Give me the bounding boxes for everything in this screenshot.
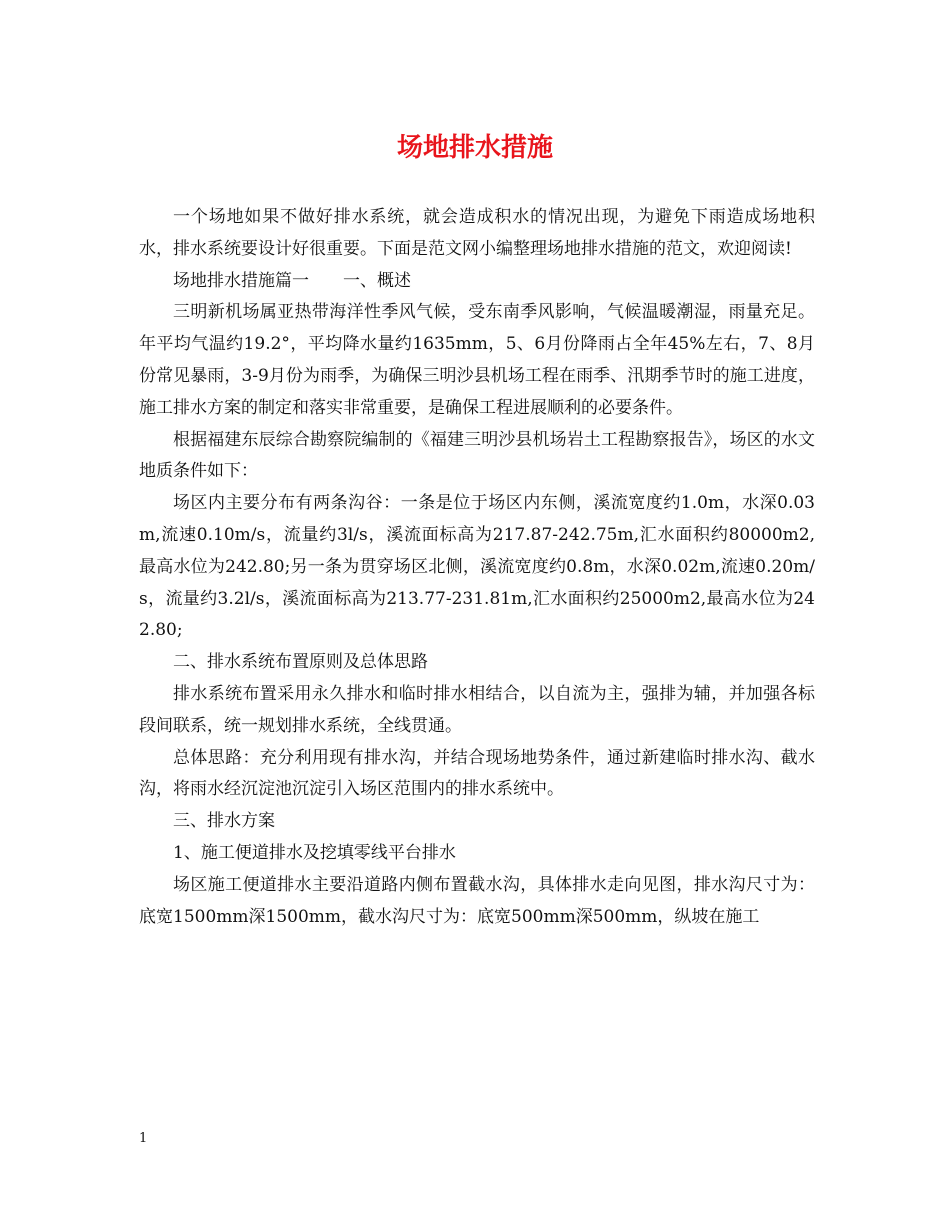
paragraph-survey-report: 根据福建东辰综合勘察院编制的《福建三明沙县机场岩土工程勘察报告》，场区的水文地质条件如下： [139,429,815,482]
paragraph-section-heading: 场地排水措施篇一 一、概述 [173,270,411,291]
paragraph-heading-road-drainage: 1、施工便道排水及挖填零线平台排水 [173,842,456,863]
page-title: 场地排水措施 [396,133,553,163]
paragraph-heading-principles: 二、排水系统布置原则及总体思路 [173,652,428,673]
paragraph-road-drainage: 场区施工便道排水主要沿道路内侧布置截水沟，具体排水走向见图，排水沟尺寸为：底宽1500mm深1500mm，截水沟尺寸为：底宽500mm深500mm，纵坡在施工 [139,874,815,927]
body-text [139,202,815,933]
paragraph-heading-plan: 三、排水方案 [173,811,275,832]
paragraph-principles: 排水系统布置采用永久排水和临时排水相结合，以自流为主，强排为辅，并加强各标段间联系，统一规划排水系统，全线贯通。 [139,683,815,736]
paragraph-overall-idea: 总体思路：充分利用现有排水沟，并结合现场地势条件，通过新建临时排水沟、截水沟，将雨水经沉淀池沉淀引入场区范围内的排水系统中。 [139,747,815,800]
paragraph-intro: 一个场地如果不做好排水系统，就会造成积水的情况出现，为避免下雨造成场地积水，排水系统要设计好很重要。下面是范文网小编整理场地排水措施的范文，欢迎阅读! [139,207,815,259]
paragraph-climate: 三明新机场属亚热带海洋性季风气候，受东南季风影响，气候温暖潮湿，雨量充足。年平均气温约19.2°，平均降水量约1635mm，5、6月份降雨占全年45%左右，7、8月份常见暴雨，3-9月份为雨季，为确保三明沙县机场工程在雨季、汛期季节时的施工进度，施工排水方案的制定和落实非常重要，是确保工程进展顺利的必要条件。 [139,302,815,418]
paragraph-valleys: 场区内主要分布有两条沟谷：一条是位于场区内东侧，溪流宽度约1.0m，水深0.03m,流速0.10m/s，流量约3l/s，溪流面标高为217.87-242.75m,汇水面积约80000m2,最高水位为242.80;另一条为贯穿场区北侧，溪流宽度约0.8m，水深0.02m,流速0.20m/s，流量约3.2l/s，溪流面标高为213.77-231.81m,汇水面积约25000m2,最高水位为242.80; [139,493,815,641]
page-number: 1 [139,1131,148,1146]
